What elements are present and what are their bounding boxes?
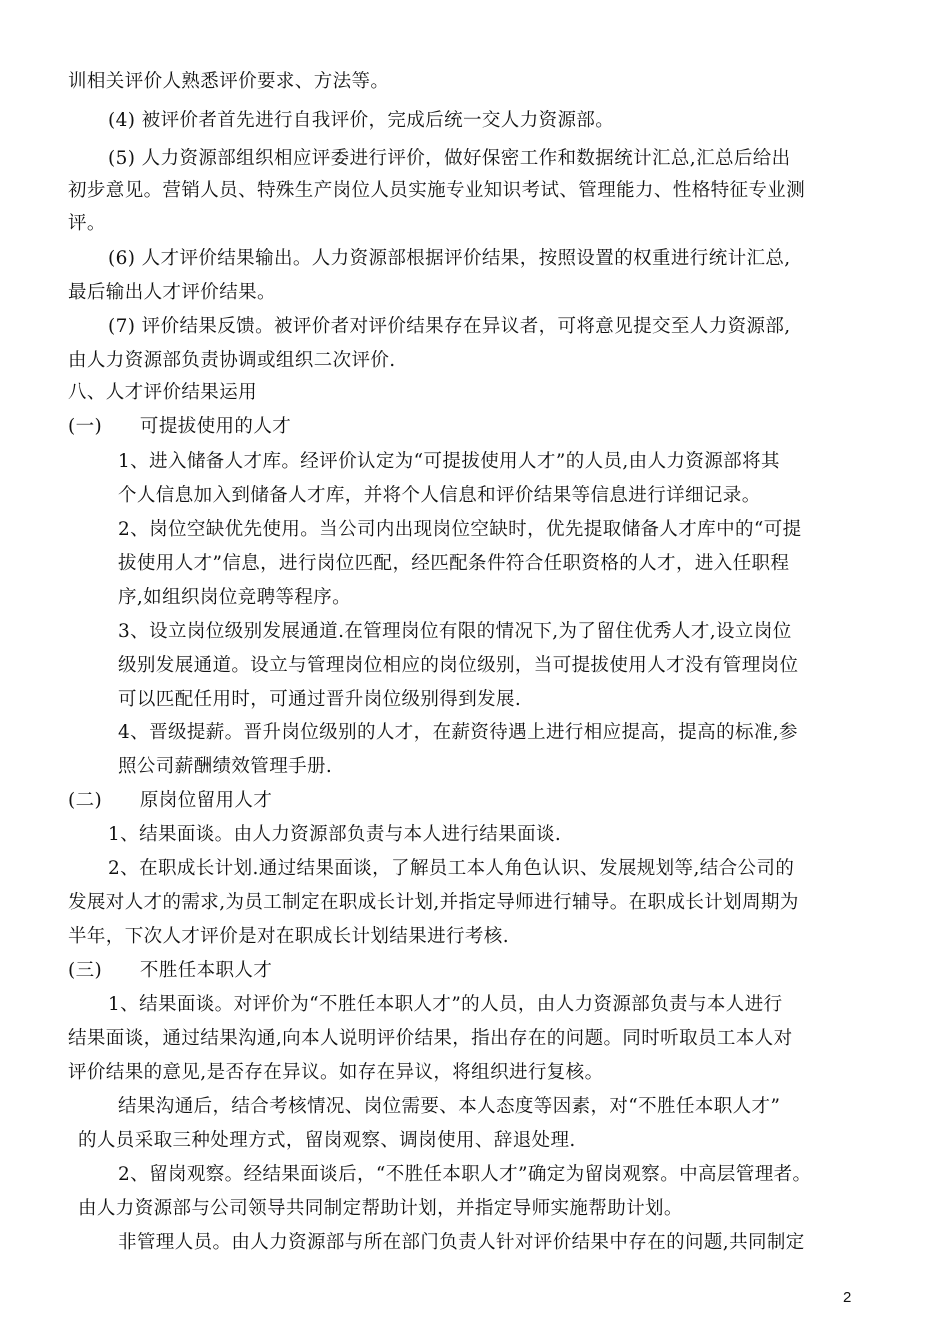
text-line: 照公司薪酬绩效管理手册. [118, 756, 333, 777]
text-line: (4) 被评价者首先进行自我评价，完成后统一交人力资源部。 [108, 110, 615, 131]
text-line: 初步意见。营销人员、特殊生产岗位人员实施专业知识考试、管理能力、性格特征专业测 [68, 180, 806, 201]
page-number: 2 [843, 1289, 852, 1306]
text-line: 结果沟通后，结合考核情况、岗位需要、本人态度等因素，对“不胜任本职人才” [118, 1096, 781, 1117]
text-line: 个人信息加入到储备人才库，并将个人信息和评价结果等信息进行详细记录。 [118, 485, 761, 506]
text-line: 2、留岗观察。经结果面谈后，“不胜任本职人才”确定为留岗观察。中高层管理者。 [118, 1164, 812, 1185]
text-line: 的人员采取三种处理方式，留岗观察、调岗使用、辞退处理. [78, 1130, 576, 1151]
text-line: 4、晋级提薪。晋升岗位级别的人才，在薪资待遇上进行相应提高，提高的标准,参 [118, 722, 798, 743]
subsection-heading: (三) 不胜任本职人才 [68, 960, 273, 981]
text-line: 最后输出人才评价结果。 [68, 282, 276, 303]
text-line: 1、结果面谈。对评价为“不胜任本职人才”的人员，由人力资源部负责与本人进行 [108, 994, 783, 1015]
text-line: (7) 评价结果反馈。被评价者对评价结果存在异议者，可将意见提交至人力资源部, [108, 316, 791, 337]
text-line: 发展对人才的需求,为员工制定在职成长计划,并指定导师进行辅导。在职成长计划周期为 [68, 892, 799, 913]
text-line: 由人力资源部负责协调或组织二次评价. [68, 350, 396, 371]
text-line: 评价结果的意见,是否存在异议。如存在异议，将组织进行复核。 [68, 1062, 604, 1083]
section-heading: 八、人才评价结果运用 [68, 382, 258, 403]
text-line: 半年，下次人才评价是对在职成长计划结果进行考核. [68, 926, 509, 947]
text-line: 由人力资源部与公司领导共同制定帮助计划，并指定导师实施帮助计划。 [78, 1198, 683, 1219]
subsection-heading: (二) 原岗位留用人才 [68, 790, 273, 811]
subsection-heading: (一) 可提拔使用的人才 [68, 416, 292, 437]
text-line: 结果面谈，通过结果沟通,向本人说明评价结果，指出存在的问题。同时听取员工本人对 [68, 1028, 793, 1049]
text-line: 1、结果面谈。由人力资源部负责与本人进行结果面谈. [108, 824, 562, 845]
text-line: 2、在职成长计划.通过结果面谈，了解员工本人角色认识、发展规划等,结合公司的 [108, 858, 795, 879]
text-line: 拔使用人才”信息，进行岗位匹配，经匹配条件符合任职资格的人才，进入任职程 [118, 553, 790, 574]
text-line: 可以匹配任用时，可通过晋升岗位级别得到发展. [118, 689, 522, 710]
text-line: 2、岗位空缺优先使用。当公司内出现岗位空缺时，优先提取储备人才库中的“可提 [118, 519, 802, 540]
text-line: 1、进入储备人才库。经评价认定为“可提拔使用人才”的人员,由人力资源部将其 [118, 451, 780, 472]
text-line: 3、设立岗位级别发展通道.在管理岗位有限的情况下,为了留住优秀人才,设立岗位 [118, 621, 792, 642]
text-line: 训相关评价人熟悉评价要求、方法等。 [68, 71, 390, 92]
text-line: 非管理人员。由人力资源部与所在部门负责人针对评价结果中存在的问题,共同制定 [118, 1232, 805, 1253]
text-line: 级别发展通道。设立与管理岗位相应的岗位级别，当可提拔使用人才没有管理岗位 [118, 655, 799, 676]
text-line: (5) 人力资源部组织相应评委进行评价，做好保密工作和数据统计汇总,汇总后给出 [108, 148, 791, 169]
text-line: 评。 [68, 213, 106, 234]
text-line: (6) 人才评价结果输出。人力资源部根据评价结果，按照设置的权重进行统计汇总, [108, 248, 791, 269]
text-line: 序,如组织岗位竞聘等程序。 [118, 587, 352, 608]
